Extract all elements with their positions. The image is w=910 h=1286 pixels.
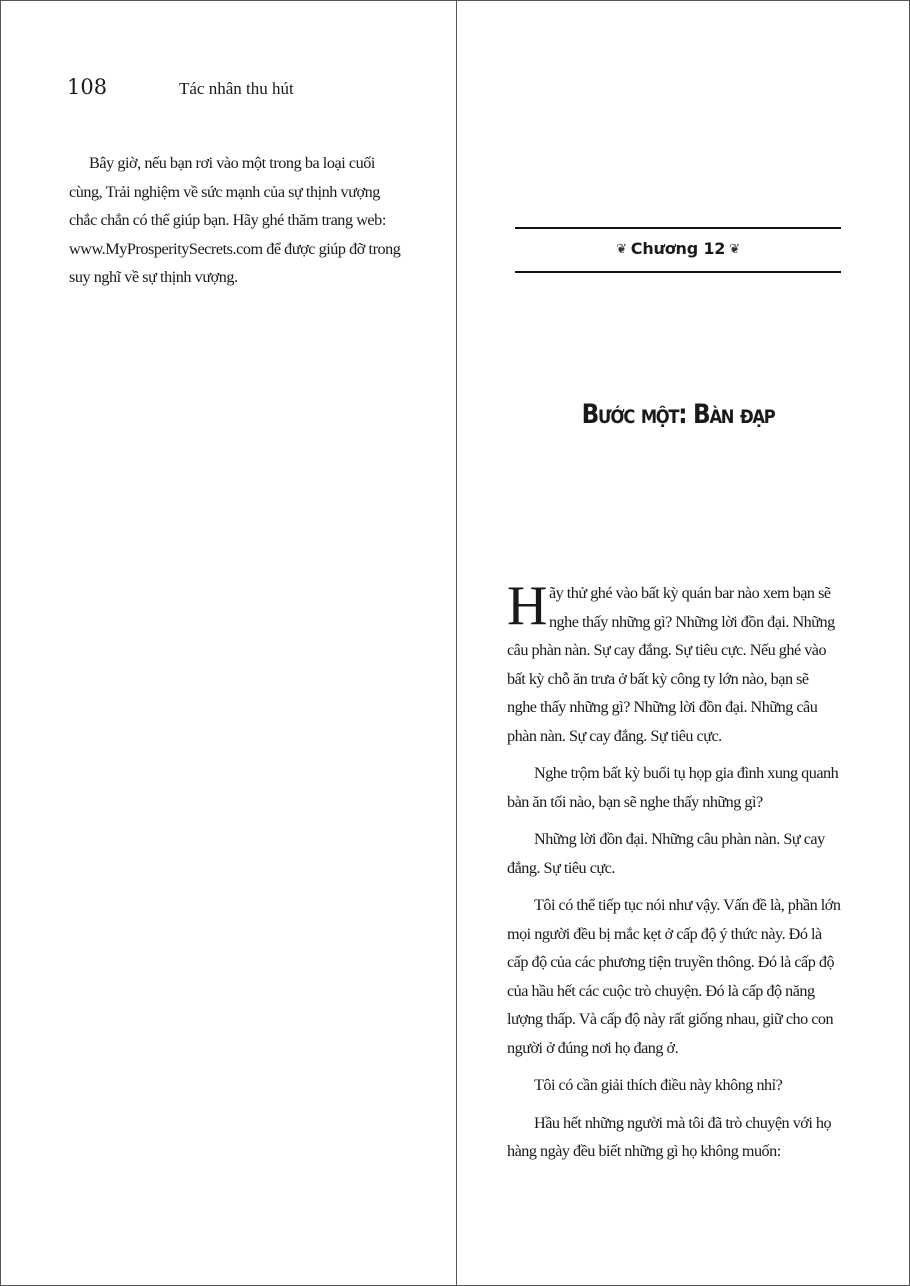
right-page xyxy=(457,1,909,1285)
body-paragraph: Hãy thử ghé vào bất kỳ quán bar nào xem bạn sẽ nghe thấy những gì? Những lời đồn đại. Những câu phàn nàn. Sự cay đắng. Sự tiêu cực. Nếu ghé vào bất kỳ chỗ ăn trưa ở bất kỳ công ty lớn nào, bạn sẽ nghe thấy những gì? Những lời đồn đại. Những câu phàn nàn. Sự cay đắng. Sự tiêu cực. xyxy=(507,575,835,745)
body-paragraph: Tôi có cần giải thích điều này không nhỉ? xyxy=(534,1076,783,1094)
chapter-label: Chương 12 xyxy=(630,239,726,258)
body-paragraph: Những lời đồn đại. Những câu phàn nàn. Sự cay đắng. Sự tiêu cực. xyxy=(507,830,825,877)
ornament-left-icon: ❦ xyxy=(616,242,627,257)
chapter-rule-top xyxy=(515,227,841,229)
ornament-right-icon: ❦ xyxy=(729,242,740,257)
drop-cap: H xyxy=(507,575,547,637)
chapter-body xyxy=(507,575,841,1175)
page-number: 108 xyxy=(67,75,108,99)
body-paragraph: Tôi có thể tiếp tục nói như vậy. Vấn đề là, phần lớn mọi người đều bị mắc kẹt ở cấp độ ý thức này. Đó là cấp độ của các phương tiện truyền thông. Đó là cấp độ của hầu hết các cuộc trò chuyện. Đó là cấp độ năng lượng thấp. Và cấp độ này rất giống nhau, giữ cho con người ở đúng nơi họ đang ở. xyxy=(507,896,841,1057)
left-page xyxy=(1,1,456,1285)
chapter-rule-bottom xyxy=(515,271,841,273)
running-head: Tác nhân thu hút xyxy=(179,79,294,98)
body-paragraph: Hầu hết những người mà tôi đã trò chuyện với họ hàng ngày đều biết những gì họ không muốn: xyxy=(507,1113,832,1160)
chapter-heading xyxy=(515,239,841,258)
chapter-title: Bước một: Bàn đạp xyxy=(581,399,775,430)
body-paragraph: Nghe trộm bất kỳ buổi tụ họp gia đình xung quanh bàn ăn tối nào, bạn sẽ nghe thấy những gì? xyxy=(507,764,839,811)
left-page-paragraph: Bây giờ, nếu bạn rơi vào một trong ba loại cuối cùng, Trải nghiệm về sức mạnh của sự thịnh vượng chắc chắn có thể giúp bạn. Hãy ghé thăm trang web: www.MyProsperitySecrets.com để được giúp đỡ trong suy nghĩ về sự thịnh vượng. xyxy=(69,154,401,286)
